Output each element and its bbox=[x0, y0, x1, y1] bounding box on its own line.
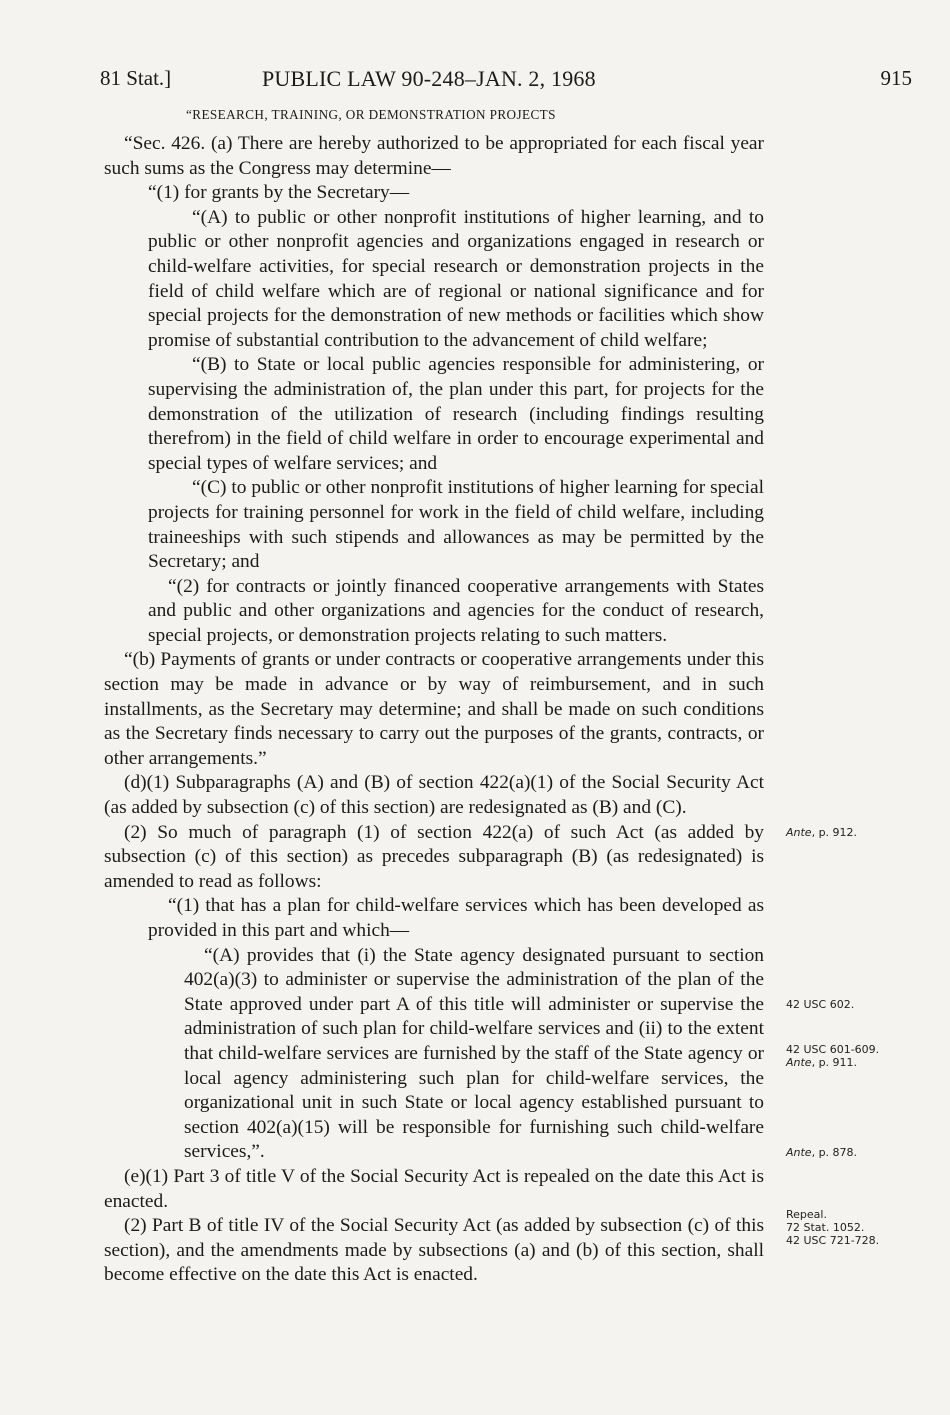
paragraph-e-1: (e)(1) Part 3 of title V of the Social Security Act is repealed on the date this Act is enacted. bbox=[104, 1165, 764, 1212]
paragraph-d-2-1-A: “(A) provides that (i) the State agency designated pursuant to section 402(a)(3) to administer or supervise the administration of the plan of the State approved under part A of this title will administer or supervise the administration of such plan for child-welfare services and (ii) to the extent that child-welfare services are furnished by the staff of the State agency or local agency administering such plan for child-welfare services, the organizational unit in such State or local agency established pursuant to section 402(a)(15) will be responsible for furnishing such child-welfare services,”. bbox=[184, 944, 764, 1163]
margin-note-ante-label: Ante bbox=[786, 826, 812, 839]
body-text bbox=[104, 132, 764, 1288]
margin-note-citation: 42 USC 721-728. bbox=[786, 1234, 880, 1247]
section-title: “RESEARCH, TRAINING, OR DEMONSTRATION PROJECTS bbox=[186, 107, 556, 122]
margin-note-42-usc-602 bbox=[786, 998, 854, 1011]
paragraph-b: “(b) Payments of grants or under contracts or cooperative arrangements under this section may be made in advance or by way of reimbursement, and in such installments, as the Secretary may determine; and shall be made on such conditions as the Secretary finds necessary to carry out the purposes of the grants, contracts, or other arrangements.” bbox=[104, 649, 764, 769]
paragraph-sec-426-a: “Sec. 426. (a) There are hereby authorized to be appropriated for each fiscal year such sums as the Congress may determine— bbox=[104, 133, 764, 179]
margin-note-citation: 42 USC 601-609. bbox=[786, 1043, 880, 1056]
paragraph-a-1: “(1) for grants by the Secretary— bbox=[148, 182, 410, 204]
margin-note-ref: , p. 911. bbox=[811, 1056, 858, 1069]
margin-note-ante-912 bbox=[786, 826, 857, 839]
paragraph-a-1-A: “(A) to public or other nonprofit institutions of higher learning, and to public or other nonprofit agencies and organizations engaged in research or child-welfare activities, for special research or demonstration projects in the field of child welfare which are of regional or national significance and for special projects for the demonstration of new methods or facilities which show promise of substantial contribution to the advancement of child welfare; bbox=[148, 206, 764, 351]
margin-note-ante-label: Ante bbox=[786, 1056, 812, 1069]
margin-note-ref: , p. 912. bbox=[811, 826, 858, 839]
margin-note-statute-ref: 72 Stat. 1052. bbox=[786, 1221, 865, 1234]
margin-note-repeal bbox=[786, 1208, 879, 1247]
paragraph-a-1-B: “(B) to State or local public agencies responsible for administering, or supervising the administration of, the plan under this part, for projects for the demonstration of the utilization of research (including findings resulting therefrom) in the field of child welfare in order to encourage experimental and special types of welfare services; and bbox=[148, 354, 764, 474]
paragraph-a-1-C: “(C) to public or other nonprofit institutions of higher learning for special projects for training personnel for work in the field of child welfare, including traineeships with such stipends and allowances as may be permitted by the Secretary; and bbox=[148, 477, 764, 573]
margin-notes bbox=[786, 0, 936, 1415]
margin-note-citation: 42 USC 602. bbox=[786, 998, 855, 1011]
paragraph-d-2: (2) So much of paragraph (1) of section 422(a) of such Act (as added by subsection (c) of this section) as precedes subparagraph (B) (as redesignated) is amended to read as follows: bbox=[104, 821, 764, 892]
margin-note-ante-878 bbox=[786, 1146, 857, 1159]
margin-note-42-usc-601-609 bbox=[786, 1043, 879, 1069]
header-statute-volume: 81 Stat.] bbox=[100, 66, 172, 90]
margin-note-ante-label: Ante bbox=[786, 1146, 812, 1159]
paragraph-d-2-1: “(1) that has a plan for child-welfare services which has been developed as provided in this part and which— bbox=[148, 895, 764, 941]
margin-note-ref: , p. 878. bbox=[811, 1146, 858, 1159]
paragraph-a-2: “(2) for contracts or jointly financed cooperative arrangements with States and public and other organizations and agencies for the conduct of research, special projects, or demonstration projects relating to such matters. bbox=[148, 575, 764, 646]
margin-note-repeal-label: Repeal. bbox=[786, 1208, 827, 1221]
paragraph-d-1: (d)(1) Subparagraphs (A) and (B) of section 422(a)(1) of the Social Security Act (as added by subsection (c) of this section) are redesignated as (B) and (C). bbox=[104, 772, 764, 819]
paragraph-e-2: (2) Part B of title IV of the Social Security Act (as added by subsection (c) of this section), and the amendments made by subsections (a) and (b) of this section, shall become effective on the date this Act is enacted. bbox=[104, 1215, 764, 1286]
header-page-number: 915 bbox=[880, 66, 912, 90]
header-title: PUBLIC LAW 90-248–JAN. 2, 1968 bbox=[262, 66, 596, 91]
